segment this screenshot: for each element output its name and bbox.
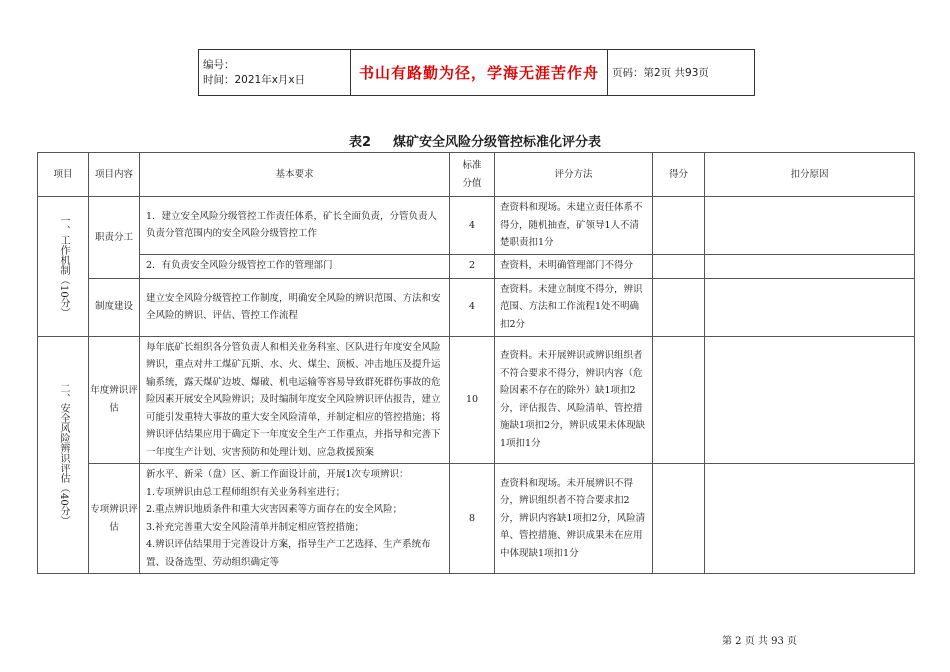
col-header-requirement: 基本要求 — [140, 153, 450, 197]
table-number: 表2 — [348, 135, 372, 150]
content-cell: 制度建设 — [89, 278, 140, 336]
reason-cell[interactable] — [705, 254, 915, 278]
scoring-table — [37, 152, 915, 574]
document-header — [198, 49, 755, 96]
col-header-content: 项目内容 — [89, 153, 140, 197]
reason-cell[interactable] — [705, 336, 915, 464]
content-cell: 专项辨识评估 — [89, 464, 140, 574]
score-cell: 10 — [450, 336, 495, 464]
table-row — [38, 197, 915, 255]
table-row — [38, 278, 915, 336]
document-title — [0, 131, 950, 150]
reason-cell[interactable] — [705, 197, 915, 255]
section-item-cell — [38, 336, 89, 574]
method-cell: 查资料和现场。未开展辨识不得分，辨识组织者不符合要求扣2分，辨识内容缺1项扣2分，风险清单、管控措施、辨识成果未在应用中体现缺1项扣1分 — [495, 464, 653, 574]
requirement-line: 2.重点辨识地质条件和重大灾害因素等方面存在的安全风险； — [146, 504, 403, 515]
method-cell: 查资料。未开展辨识或辨识组织者不符合要求不得分，辨识内容（危险因素不存在的除外）缺1项扣2分，评估报告、风险清单、管控措施缺1项扣2分，辨识成果未体现缺1项扣1分 — [495, 336, 653, 464]
requirement-line: 新水平、新采（盘）区、新工作面设计前，开展1次专项辨识： — [146, 469, 409, 480]
col-header-deduction-reason: 扣分原因 — [705, 153, 915, 197]
table-title: 煤矿安全风险分级管控标准化评分表 — [393, 135, 602, 150]
header-page-number: 页码：第2页 共93页 — [608, 50, 755, 96]
page-footer: 第 2 页 共 93 页 — [722, 636, 797, 647]
score-cell: 4 — [450, 278, 495, 336]
requirement-cell — [140, 464, 450, 574]
requirement-cell: 每年底矿长组织各分管负责人和相关业务科室、区队进行年度安全风险辨识，重点对井工煤矿瓦斯、水、火、煤尘、顶板、冲击地压及提升运输系统，露天煤矿边坡、爆破、机电运输等容易导致群死群伤事故的危险因素开展安全风险辨识；及时编制年度安全风险辨识评估报告，建立可能引发重特大事故的重大安全风险清单，并制定相应的管控措施；将辨识评估结果应用于确定下一年度安全生产工作重点，并指导和完善下一年度生产计划、灾害预防和处理计划、应急救援预案 — [140, 336, 450, 464]
reason-cell[interactable] — [705, 464, 915, 574]
method-cell: 查资料，未明确管理部门不得分 — [495, 254, 653, 278]
score-cell: 4 — [450, 197, 495, 255]
points-cell[interactable] — [653, 278, 705, 336]
points-cell[interactable] — [653, 464, 705, 574]
requirement-line: 3.补充完善重大安全风险清单并制定相应管控措施； — [146, 521, 365, 533]
method-cell: 查资料。未建立制度不得分，辨识范围、方法和工作流程1处不明确扣2分 — [495, 278, 653, 336]
table-header-row — [38, 153, 915, 197]
requirement-line: 4.辨识评估结果用于完善设计方案，指导生产工艺选择、生产系统布置、设备选型、劳动组织确定等 — [146, 539, 431, 568]
reason-cell[interactable] — [705, 278, 915, 336]
table-row — [38, 254, 915, 278]
section-item-cell — [38, 197, 89, 337]
table-row — [38, 464, 915, 574]
section-label: 二、安全风险辨识评估（40分） — [58, 383, 69, 527]
content-cell: 年度辨识评估 — [89, 336, 140, 464]
date-label: 时间：2021年x月x日 — [203, 73, 306, 86]
col-header-points: 得分 — [653, 153, 705, 197]
header-meta — [199, 50, 351, 96]
serial-number-label: 编号： — [203, 58, 235, 71]
section-label: 一、工作机制（10分） — [58, 214, 69, 318]
method-cell: 查资料和现场。未建立责任体系不得分，随机抽查，矿领导1人不清楚职责扣1分 — [495, 197, 653, 255]
requirement-cell: 1．建立安全风险分级管控工作责任体系，矿长全面负责，分管负责人负责分管范围内的安全风险分级管控工作 — [140, 197, 450, 255]
requirement-cell: 2．有负责安全风险分级管控工作的管理部门 — [140, 254, 450, 278]
score-cell: 2 — [450, 254, 495, 278]
col-header-score: 标准分值 — [450, 153, 495, 197]
requirement-cell: 建立安全风险分级管控工作制度，明确安全风险的辨识范围、方法和安全风险的辨识、评估、管控工作流程 — [140, 278, 450, 336]
content-cell: 职责分工 — [89, 197, 140, 279]
points-cell[interactable] — [653, 336, 705, 464]
points-cell[interactable] — [653, 254, 705, 278]
points-cell[interactable] — [653, 197, 705, 255]
table-row — [38, 336, 915, 464]
col-header-method: 评分方法 — [495, 153, 653, 197]
header-motto: 书山有路勤为径，学海无涯苦作舟 — [351, 50, 608, 96]
score-cell: 8 — [450, 464, 495, 574]
requirement-line: 1.专项辨识由总工程师组织有关业务科室进行； — [146, 486, 346, 498]
col-header-item: 项目 — [38, 153, 89, 197]
